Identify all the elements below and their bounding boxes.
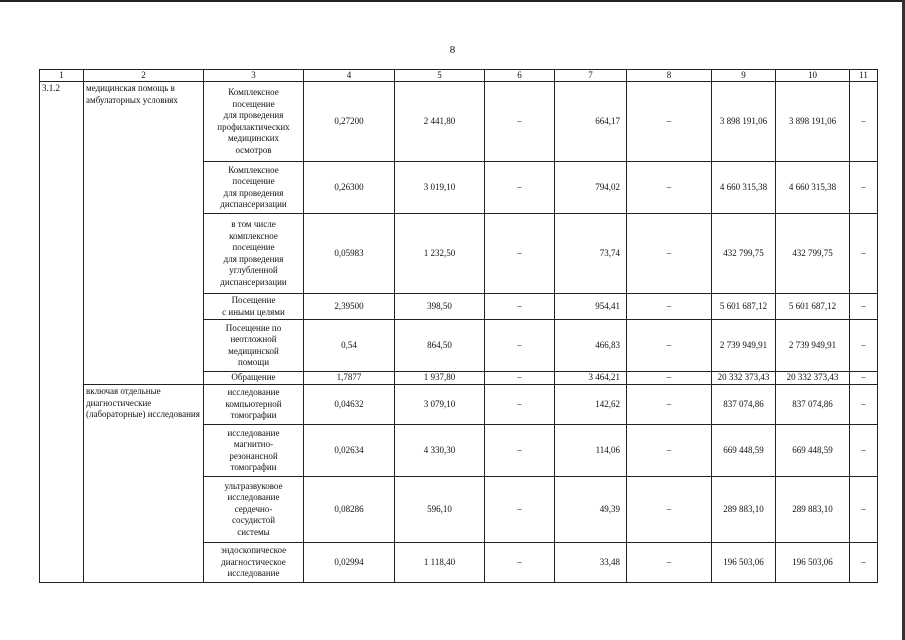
value-cell: 0,04632 [304,385,395,425]
table-row [40,385,878,425]
value-cell: – [850,425,878,477]
service-cell: Обращение [204,372,304,385]
column-number-row [40,70,878,82]
column-header: 2 [84,70,204,82]
value-cell: 794,02 [555,162,627,214]
value-cell: – [850,294,878,320]
value-cell: – [850,543,878,583]
value-cell: – [850,214,878,294]
value-cell: 3 464,21 [555,372,627,385]
value-cell: 0,02994 [304,543,395,583]
column-header: 7 [555,70,627,82]
value-cell: – [627,162,712,214]
value-cell: – [627,372,712,385]
value-cell: 954,41 [555,294,627,320]
value-cell: 33,48 [555,543,627,583]
value-cell: – [627,425,712,477]
column-header: 3 [204,70,304,82]
value-cell: 2 441,80 [395,82,485,162]
value-cell: 1 937,80 [395,372,485,385]
value-cell: 837 074,86 [712,385,776,425]
value-cell: – [627,477,712,543]
service-cell: Посещение по неотложной медицинской помощи [204,320,304,372]
column-header: 1 [40,70,84,82]
value-cell: – [485,320,555,372]
service-cell: Комплексное посещение для проведения профилактических медицинских осмотров [204,82,304,162]
value-cell: – [627,385,712,425]
column-header: 4 [304,70,395,82]
value-cell: 49,39 [555,477,627,543]
value-cell: 4 330,30 [395,425,485,477]
value-cell: 20 332 373,43 [712,372,776,385]
service-cell: исследование компьютерной томографии [204,385,304,425]
value-cell: 0,05983 [304,214,395,294]
value-cell: – [485,372,555,385]
value-cell: – [627,294,712,320]
value-cell: 398,50 [395,294,485,320]
value-cell: – [850,320,878,372]
value-cell: 664,17 [555,82,627,162]
value-cell: 3 898 191,06 [776,82,850,162]
group-label-ambulatory: медицинская помощь в амбулаторных условиях [84,82,204,385]
value-cell: 289 883,10 [712,477,776,543]
page-number: 8 [449,44,456,56]
value-cell: 20 332 373,43 [776,372,850,385]
data-table [39,69,878,583]
value-cell: 196 503,06 [776,543,850,583]
column-header: 8 [627,70,712,82]
value-cell: 3 898 191,06 [712,82,776,162]
value-cell: 73,74 [555,214,627,294]
value-cell: 4 660 315,38 [776,162,850,214]
value-cell: 4 660 315,38 [712,162,776,214]
value-cell: 596,10 [395,477,485,543]
value-cell: 837 074,86 [776,385,850,425]
value-cell: 114,06 [555,425,627,477]
value-cell: – [485,425,555,477]
value-cell: 5 601 687,12 [712,294,776,320]
value-cell: – [485,294,555,320]
value-cell: 196 503,06 [712,543,776,583]
value-cell: 0,54 [304,320,395,372]
value-cell: 1,7877 [304,372,395,385]
value-cell: 0,27200 [304,82,395,162]
service-cell: Посещение с иными целями [204,294,304,320]
value-cell: – [627,214,712,294]
value-cell: – [485,82,555,162]
value-cell: – [627,82,712,162]
column-header: 9 [712,70,776,82]
column-header: 10 [776,70,850,82]
value-cell: – [485,543,555,583]
value-cell: 0,08286 [304,477,395,543]
value-cell: 0,02634 [304,425,395,477]
value-cell: – [485,162,555,214]
value-cell: 864,50 [395,320,485,372]
column-header: 5 [395,70,485,82]
value-cell: 1 232,50 [395,214,485,294]
service-cell: в том числе комплексное посещение для проведения углубленной диспансеризации [204,214,304,294]
value-cell: 289 883,10 [776,477,850,543]
table-row [40,82,878,162]
value-cell: 2 739 949,91 [712,320,776,372]
value-cell: 669 448,59 [712,425,776,477]
value-cell: 432 799,75 [776,214,850,294]
value-cell: – [485,214,555,294]
value-cell: 3 079,10 [395,385,485,425]
value-cell: – [850,372,878,385]
value-cell: – [850,162,878,214]
section-code-cell: 3.1.2 [40,82,84,583]
value-cell: 5 601 687,12 [776,294,850,320]
value-cell: – [485,385,555,425]
value-cell: 1 118,40 [395,543,485,583]
service-cell: исследование магнитно- резонансной томографии [204,425,304,477]
value-cell: 0,26300 [304,162,395,214]
service-cell: эндоскопическое диагностическое исследование [204,543,304,583]
column-header: 6 [485,70,555,82]
service-cell: Комплексное посещение для проведения диспансеризации [204,162,304,214]
value-cell: 466,83 [555,320,627,372]
value-cell: 142,62 [555,385,627,425]
value-cell: 3 019,10 [395,162,485,214]
value-cell: 2,39500 [304,294,395,320]
value-cell: – [850,477,878,543]
value-cell: – [485,477,555,543]
value-cell: – [850,82,878,162]
page-top-edge [0,0,905,2]
value-cell: – [850,385,878,425]
value-cell: 432 799,75 [712,214,776,294]
group-label-diagnostics: включая отдельные диагностические (лабораторные) исследования [84,385,204,583]
value-cell: 669 448,59 [776,425,850,477]
column-header: 11 [850,70,878,82]
service-cell: ультразвуковое исследование сердечно- сосудистой системы [204,477,304,543]
value-cell: – [627,320,712,372]
value-cell: 2 739 949,91 [776,320,850,372]
value-cell: – [627,543,712,583]
